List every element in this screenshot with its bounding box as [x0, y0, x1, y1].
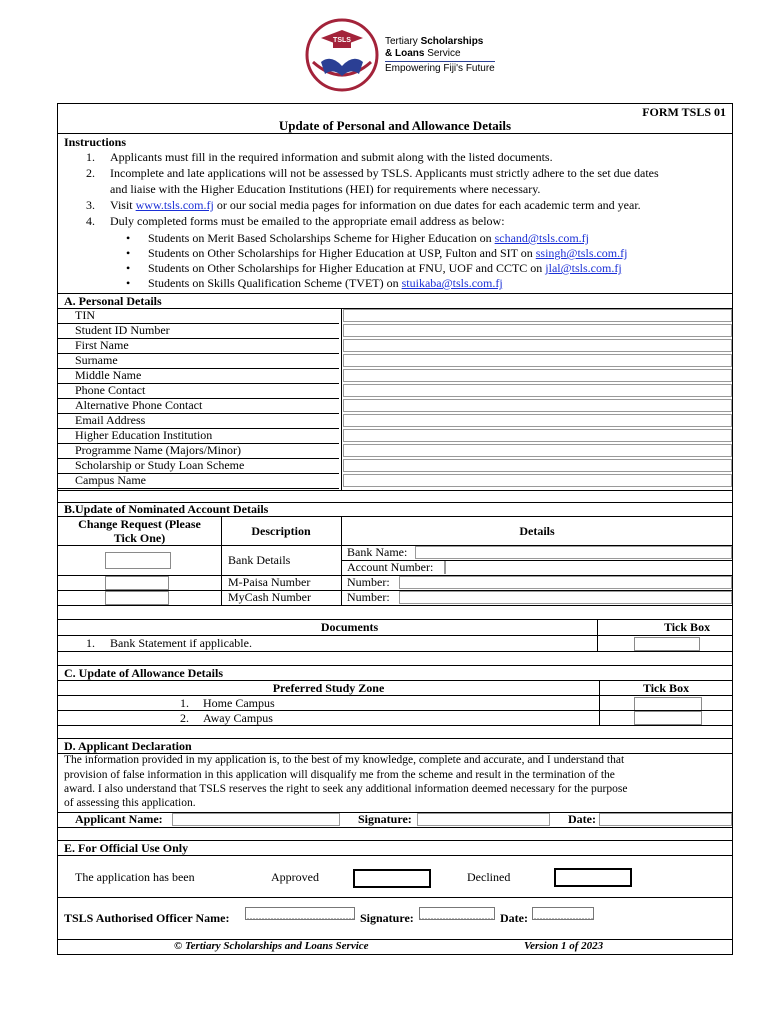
logo-line2-suffix: Service [424, 48, 461, 59]
bank-details-tickbox[interactable] [105, 552, 171, 569]
personal-field-label: First Name [75, 338, 129, 352]
mycash-number-input[interactable] [399, 591, 732, 604]
account-number-input[interactable] [444, 561, 446, 574]
personal-field-input[interactable] [343, 459, 732, 472]
bullet-fnu [148, 261, 622, 276]
personal-field-label: Programme Name (Majors/Minor) [75, 443, 241, 457]
tsls-logo [305, 18, 505, 92]
officer-signature-label: Signature: [360, 911, 414, 925]
officer-signature-input[interactable] [419, 907, 495, 920]
applicant-signature-label: Signature: [358, 812, 412, 826]
instruction-4-num: 4. [86, 214, 95, 228]
bullet-fnu-text: Students on Other Scholarships for Higher Education at FNU, UOF and CCTC on [148, 261, 546, 275]
section-a-heading: A. Personal Details [64, 294, 162, 308]
instruction-2-num: 2. [86, 166, 95, 180]
personal-field-label: Surname [75, 353, 118, 367]
applicant-name-label: Applicant Name: [75, 812, 163, 826]
logo-line1-bold: Scholarships [420, 36, 484, 47]
declined-box[interactable] [554, 868, 632, 887]
personal-field-label: Phone Contact [75, 383, 146, 397]
bank-name-label: Bank Name: [347, 545, 408, 559]
email-stuikaba-link[interactable]: stuikaba@tsls.com.fj [401, 276, 503, 290]
home-campus-num: 1. [180, 696, 189, 710]
mycash-number-label: Number: [347, 590, 390, 604]
application-has-been-label: The application has been [75, 870, 195, 884]
personal-field-label: Alternative Phone Contact [75, 398, 203, 412]
documents-tick-header: Tick Box [663, 620, 711, 634]
footer-copyright: © Tertiary Scholarships and Loans Service [174, 940, 369, 952]
email-jlal-link[interactable]: jlal@tsls.com.fj [545, 261, 622, 275]
personal-field-label: TIN [75, 308, 95, 322]
personal-field-input[interactable] [343, 384, 732, 397]
mpaisa-number-label: Number: [347, 575, 390, 589]
declined-label: Declined [467, 870, 511, 884]
study-zone-header: Preferred Study Zone [272, 681, 385, 695]
instruction-3 [110, 198, 641, 213]
away-campus-num: 2. [180, 711, 189, 725]
declaration-line-2: provision of false information in this application will disqualify me from the scheme and result in the termination of the [64, 769, 615, 781]
section-b-heading: B.Update of Nominated Account Details [64, 502, 269, 516]
away-campus-tickbox[interactable] [634, 711, 702, 725]
instruction-1: Applicants must fill in the required information and submit along with the listed documents. [110, 150, 553, 164]
form-code: FORM TSLS 01 [642, 105, 726, 119]
personal-field-label: Scholarship or Study Loan Scheme [75, 458, 245, 472]
home-campus-label: Home Campus [203, 696, 275, 710]
account-number-label: Account Number: [347, 560, 434, 574]
instruction-3-num: 3. [86, 198, 95, 212]
document-bank-statement: Bank Statement if applicable. [110, 636, 252, 650]
mycash-tickbox[interactable] [105, 591, 169, 605]
personal-field-input[interactable] [343, 429, 732, 442]
personal-field-input[interactable] [343, 399, 732, 412]
personal-field-input[interactable] [343, 339, 732, 352]
away-campus-label: Away Campus [203, 711, 273, 725]
instruction-4: Duly completed forms must be emailed to the appropriate email address as below: [110, 214, 505, 228]
home-campus-tickbox[interactable] [634, 697, 702, 711]
instruction-3-suffix: or our social media pages for information on due dates for each academic term and year. [213, 198, 641, 212]
declaration-line-3: award. I also understand that TSLS reserves the right to seek any additional information deemed necessary for the purpose [64, 783, 628, 795]
applicant-date-input[interactable] [599, 813, 732, 826]
approved-box[interactable] [353, 869, 431, 888]
personal-field-label: Higher Education Institution [75, 428, 213, 442]
personal-field-input[interactable] [343, 324, 732, 337]
form-title: Update of Personal and Allowance Details [278, 118, 512, 133]
bullet-merit-text: Students on Merit Based Scholarships Scheme for Higher Education on [148, 231, 495, 245]
personal-field-input[interactable] [343, 414, 732, 427]
section-e-heading: E. For Official Use Only [64, 841, 189, 855]
bank-statement-tickbox[interactable] [634, 637, 700, 651]
bullet-usp-text: Students on Other Scholarships for Higher Education at USP, Fulton and SIT on [148, 246, 536, 260]
zone-tick-header: Tick Box [642, 681, 690, 695]
personal-field-input[interactable] [343, 444, 732, 457]
details-header: Details [519, 524, 555, 538]
officer-name-label: TSLS Authorised Officer Name: [64, 911, 230, 925]
logo-badge-text: TSLS [333, 37, 351, 44]
email-schand-link[interactable]: schand@tsls.com.fj [494, 231, 589, 245]
personal-field-label: Student ID Number [75, 323, 170, 337]
applicant-date-label: Date: [568, 812, 596, 826]
personal-field-input[interactable] [343, 474, 732, 487]
personal-field-label: Campus Name [75, 473, 146, 487]
website-link[interactable]: www.tsls.com.fj [135, 198, 214, 212]
logo-text [385, 36, 495, 75]
instruction-3-prefix: Visit [110, 198, 136, 212]
description-header: Description [251, 524, 311, 538]
section-c-heading: C. Update of Allowance Details [64, 666, 223, 680]
instruction-2-line1: Incomplete and late applications will not be assessed by TSLS. Applicants must strictly adhere to the set due dates [110, 166, 659, 180]
bank-name-input[interactable] [415, 546, 732, 559]
change-request-header-line2: Tick One) [113, 531, 166, 545]
mpaisa-number-input[interactable] [399, 576, 732, 589]
document-1-num: 1. [86, 636, 95, 650]
documents-header: Documents [320, 620, 379, 634]
email-ssingh-link[interactable]: ssingh@tsls.com.fj [535, 246, 628, 260]
mpaisa-label: M-Paisa Number [228, 575, 311, 589]
officer-name-input[interactable] [245, 907, 355, 920]
mycash-label: MyCash Number [228, 590, 311, 604]
officer-date-label: Date: [500, 911, 528, 925]
footer-version: Version 1 of 2023 [524, 940, 604, 952]
personal-field-label: Middle Name [75, 368, 142, 382]
declaration-line-4: of assessing this application. [64, 797, 196, 809]
tsls-emblem-icon [305, 18, 381, 92]
change-request-header-line1: Change Request (Please [78, 517, 201, 531]
personal-field-label: Email Address [75, 413, 146, 427]
logo-tagline: Empowering Fiji's Future [385, 63, 495, 74]
instructions-heading: Instructions [64, 135, 127, 149]
applicant-signature-input[interactable] [417, 813, 550, 826]
instruction-1-num: 1. [86, 150, 95, 164]
declaration-line-1: The information provided in my application is, to the best of my knowledge, complete and accurate, and I understand that [64, 754, 625, 766]
officer-date-input[interactable] [532, 907, 594, 920]
bank-details-label: Bank Details [228, 553, 291, 567]
personal-field-input[interactable] [343, 369, 732, 382]
approved-label: Approved [271, 870, 319, 884]
bullet-tvet [148, 276, 503, 291]
logo-line2-bold: & Loans [385, 48, 425, 59]
logo-line1-prefix: Tertiary [385, 36, 421, 47]
bullet-usp [148, 246, 627, 261]
bullet-tvet-text: Students on Skills Qualification Scheme (TVET) on [148, 276, 402, 290]
mpaisa-tickbox[interactable] [105, 576, 169, 590]
applicant-name-input[interactable] [172, 813, 340, 826]
personal-field-input[interactable] [343, 354, 732, 367]
section-d-heading: D. Applicant Declaration [64, 739, 192, 753]
personal-field-input[interactable] [343, 309, 732, 322]
instruction-2-line2: and liaise with the Higher Education Institutions (HEI) for requirements where necessary. [110, 182, 541, 196]
bullet-merit [148, 231, 589, 246]
form-frame [57, 103, 733, 955]
